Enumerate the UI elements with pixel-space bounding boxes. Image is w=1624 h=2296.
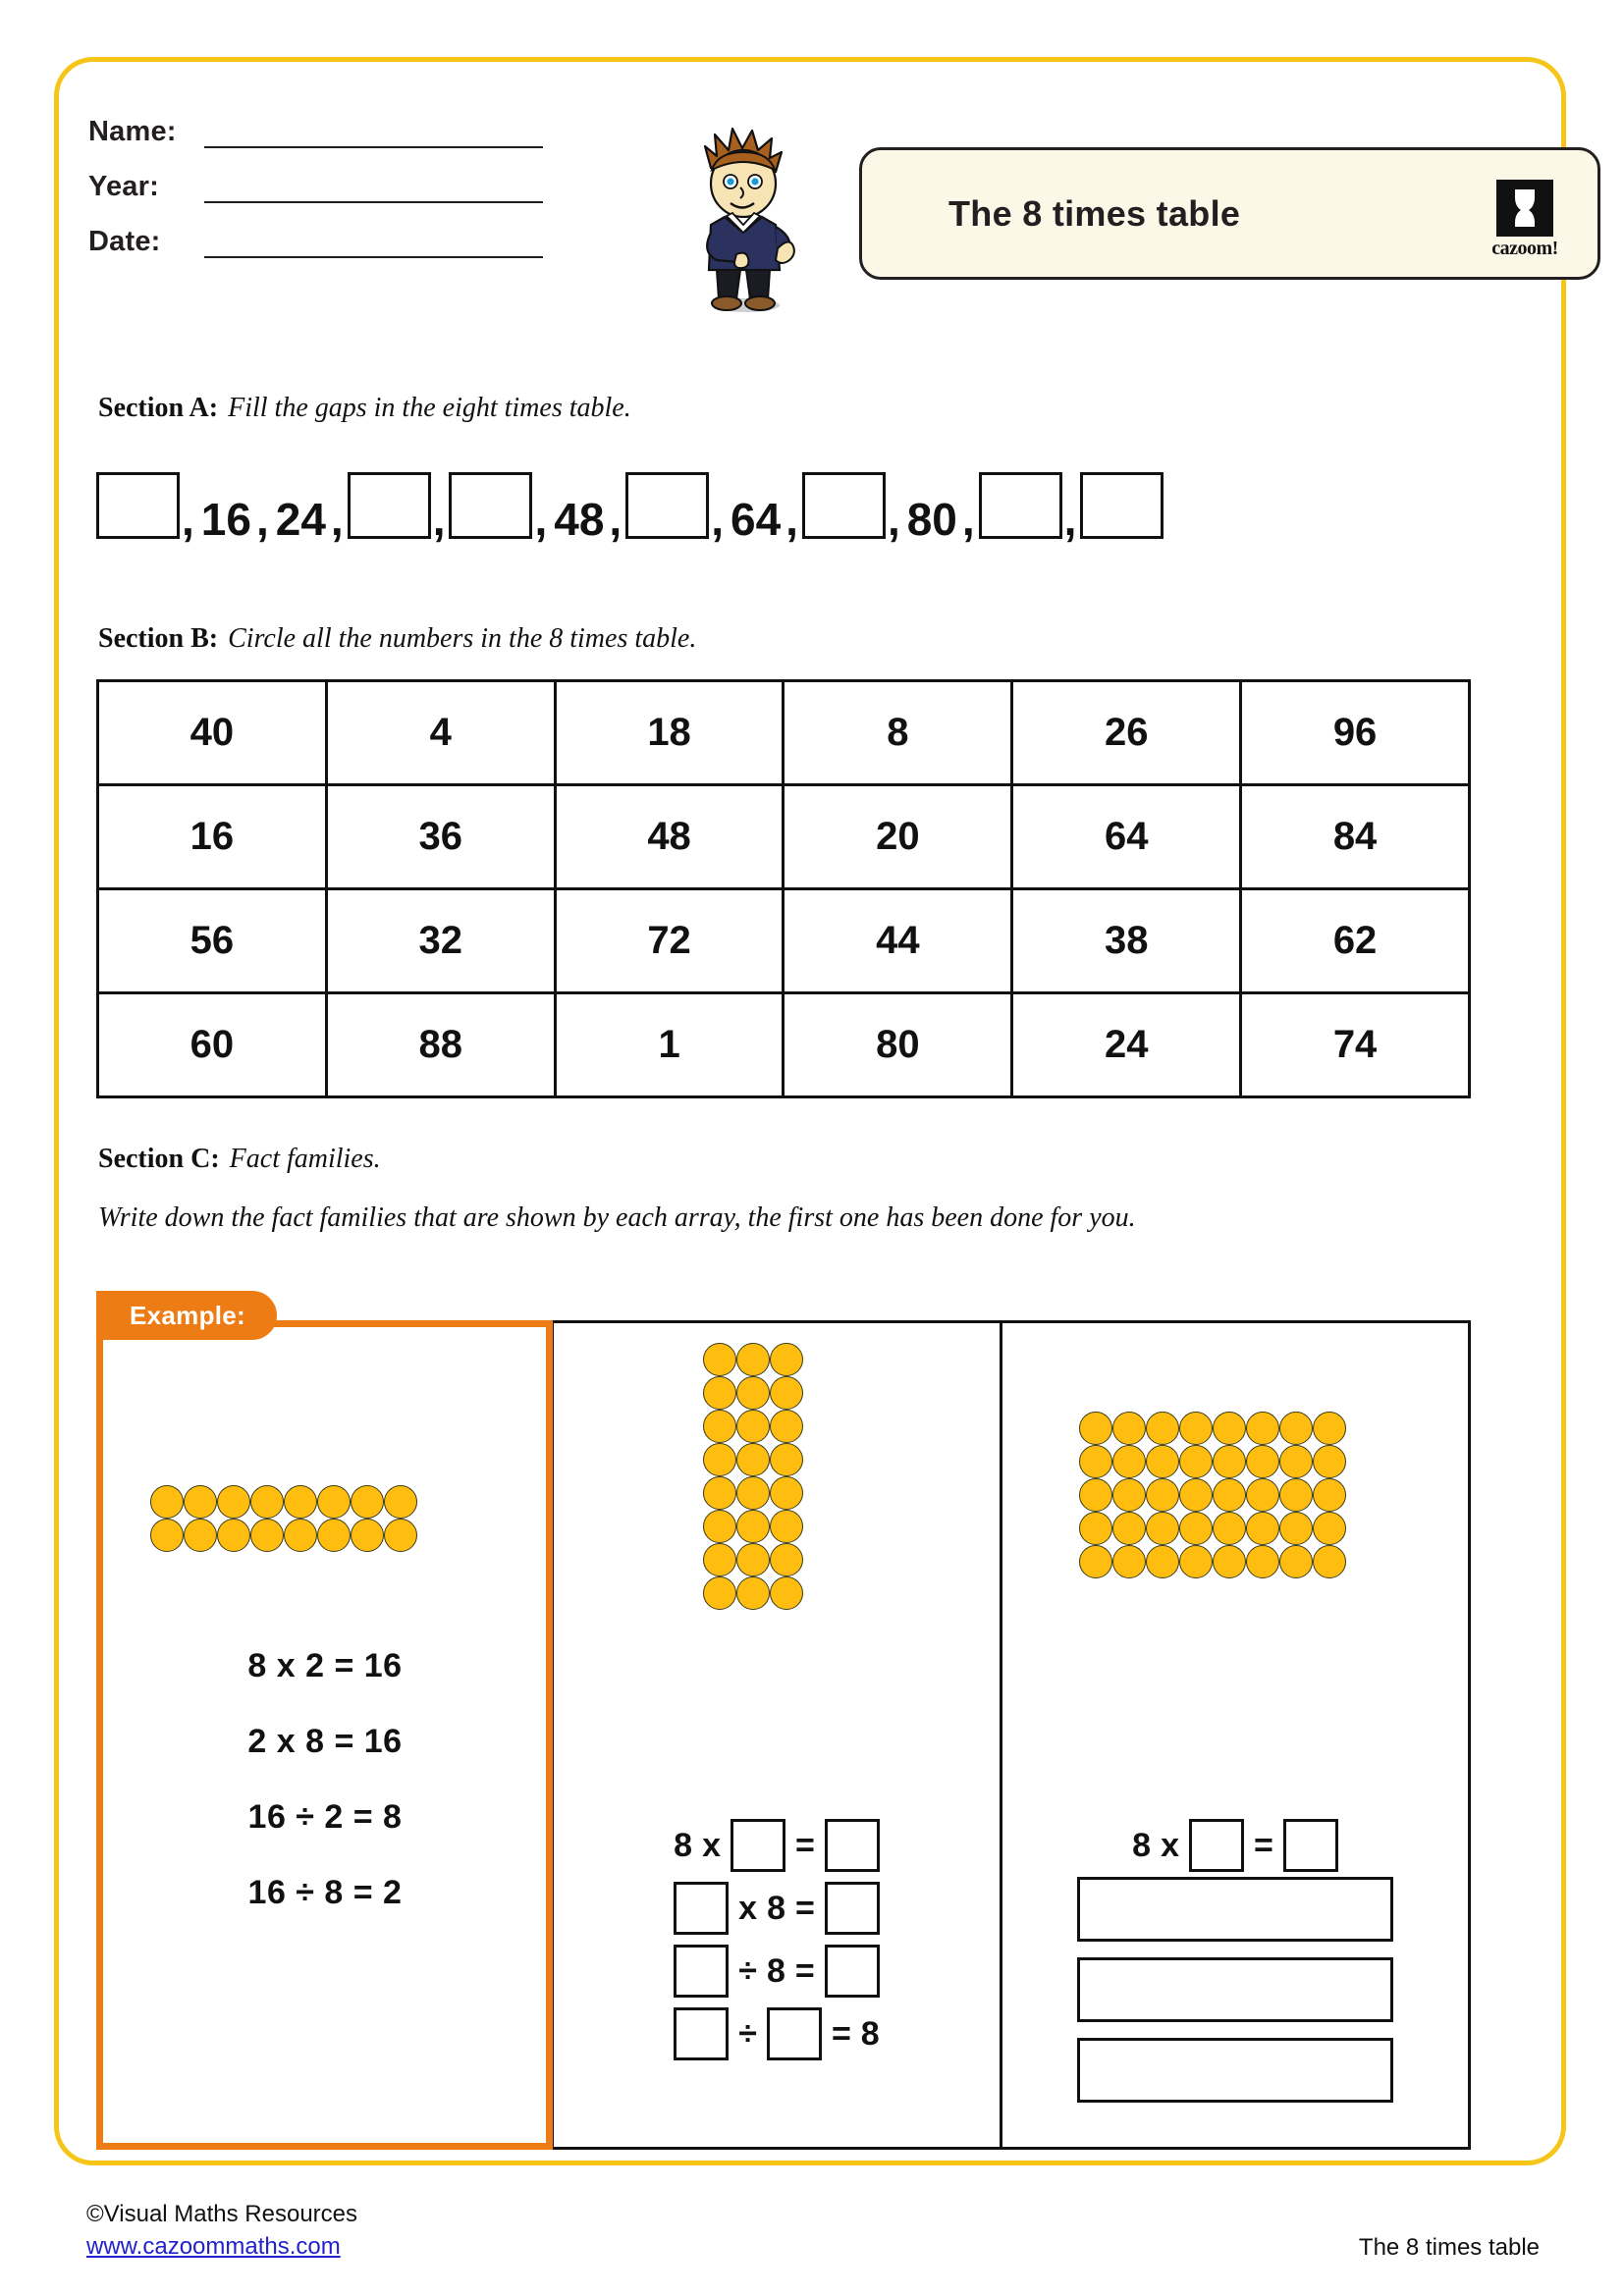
counter-dot <box>1246 1512 1279 1545</box>
counter-dot <box>770 1476 803 1510</box>
grid-cell[interactable]: 24 <box>1012 993 1241 1097</box>
equals-symbol: = <box>794 1951 815 1990</box>
counter-dot <box>703 1343 736 1376</box>
answer-box[interactable] <box>674 2007 729 2060</box>
counter-dot <box>736 1576 770 1610</box>
sequence-comma: , <box>785 494 798 545</box>
grid-cell[interactable]: 4 <box>326 681 555 785</box>
grid-cell[interactable]: 72 <box>555 889 784 993</box>
sequence-comma: , <box>1063 494 1077 545</box>
copyright-text: ©Visual Maths Resources <box>86 2201 358 2227</box>
answer-line[interactable] <box>1077 1957 1393 2022</box>
counter-dot <box>703 1410 736 1443</box>
counter-dot <box>770 1443 803 1476</box>
equation-row <box>1002 1814 1468 1877</box>
answer-box[interactable] <box>674 1882 729 1935</box>
table-row <box>98 681 1470 785</box>
grid-cell[interactable]: 62 <box>1241 889 1470 993</box>
times-symbol: x <box>738 1889 758 1927</box>
counter-dot <box>703 1443 736 1476</box>
grid-cell[interactable]: 64 <box>1012 785 1241 889</box>
example-tab <box>96 1291 277 1340</box>
grid-cell[interactable]: 36 <box>326 785 555 889</box>
equation-row <box>554 1814 1000 1877</box>
date-input-line[interactable] <box>204 227 543 258</box>
example-fact-4: 16 ÷ 8 = 2 <box>247 1874 403 1911</box>
operand-text: 8 <box>860 2014 880 2053</box>
table-row <box>98 785 1470 889</box>
sequence-comma: , <box>330 494 344 545</box>
grid-cell[interactable]: 56 <box>98 889 327 993</box>
equation-row <box>554 2002 1000 2065</box>
counter-dot <box>1213 1478 1246 1512</box>
counter-dot <box>1079 1412 1112 1445</box>
grid-cell[interactable]: 80 <box>784 993 1012 1097</box>
counter-dot <box>1213 1545 1246 1578</box>
counter-dot <box>1112 1412 1146 1445</box>
counter-array-q2 <box>1079 1412 1346 1578</box>
counter-dot <box>770 1343 803 1376</box>
counter-dot <box>1146 1445 1179 1478</box>
counter-dot <box>1279 1478 1313 1512</box>
counter-dot <box>1146 1478 1179 1512</box>
answer-line[interactable] <box>1077 2038 1393 2103</box>
counter-dot <box>1179 1545 1213 1578</box>
year-label: Year: <box>88 171 159 202</box>
counter-dot <box>703 1576 736 1610</box>
name-input-line[interactable] <box>204 117 543 148</box>
counter-dot <box>1079 1545 1112 1578</box>
answer-box[interactable] <box>449 472 532 539</box>
answer-box[interactable] <box>625 472 709 539</box>
name-field-row <box>88 93 1532 148</box>
counter-row <box>1079 1445 1346 1478</box>
worksheet-title-box <box>859 147 1600 280</box>
counter-dot <box>736 1376 770 1410</box>
counter-row <box>1079 1545 1346 1578</box>
counter-row <box>703 1543 803 1576</box>
counter-dot <box>1112 1445 1146 1478</box>
counter-dot <box>1179 1445 1213 1478</box>
sequence-comma: , <box>711 494 724 545</box>
counter-row <box>703 1576 803 1610</box>
page-footer <box>86 2201 1540 2261</box>
counter-row <box>703 1443 803 1476</box>
cazoom-mark-icon <box>1496 180 1553 237</box>
counter-dot <box>1146 1545 1179 1578</box>
counter-row <box>703 1476 803 1510</box>
sequence-value: 80 <box>906 494 957 545</box>
answer-box[interactable] <box>96 472 180 539</box>
answer-box[interactable] <box>825 1882 880 1935</box>
counter-dot <box>736 1443 770 1476</box>
section-a-sequence <box>96 461 1164 550</box>
table-row <box>98 993 1470 1097</box>
section-c-subinstruction: Write down the fact families that are shown by each array, the first one has been done for you. <box>98 1202 1136 1233</box>
counter-dot <box>1313 1412 1346 1445</box>
sequence-value: 48 <box>554 494 605 545</box>
counter-dot <box>770 1510 803 1543</box>
counter-dot <box>1146 1512 1179 1545</box>
answer-box[interactable] <box>674 1945 729 1998</box>
counter-dot <box>770 1376 803 1410</box>
answer-box[interactable] <box>348 472 431 539</box>
grid-cell[interactable]: 38 <box>1012 889 1241 993</box>
counter-dot <box>1112 1512 1146 1545</box>
equation-row <box>554 1877 1000 1940</box>
section-a-heading <box>98 393 631 424</box>
counter-dot <box>736 1476 770 1510</box>
cazoom-logo <box>1478 180 1572 260</box>
times-symbol: x <box>1161 1826 1179 1864</box>
sequence-comma: , <box>182 494 194 545</box>
equation-row <box>554 1940 1000 2002</box>
counter-dot <box>1179 1512 1213 1545</box>
counter-dot <box>703 1510 736 1543</box>
counter-dot <box>1313 1512 1346 1545</box>
counter-dot <box>1179 1478 1213 1512</box>
example-fact-3: 16 ÷ 2 = 8 <box>247 1798 403 1836</box>
worksheet-header <box>88 93 1558 290</box>
question-column-2 <box>1002 1323 1468 2147</box>
section-b-label: Section B: <box>98 623 219 654</box>
counter-dot <box>1313 1478 1346 1512</box>
counter-dot <box>1079 1512 1112 1545</box>
question-column-1 <box>551 1323 1002 2147</box>
grid-cell[interactable]: 20 <box>784 785 1012 889</box>
counter-dot <box>703 1543 736 1576</box>
divide-symbol: ÷ <box>738 1951 757 1990</box>
counter-row <box>1079 1412 1346 1445</box>
example-highlight-frame <box>96 1320 553 2150</box>
counter-dot <box>736 1343 770 1376</box>
section-c-instruction: Fact families. <box>229 1144 381 1174</box>
counter-dot <box>1313 1545 1346 1578</box>
counter-dot <box>1079 1445 1112 1478</box>
answer-box[interactable] <box>979 472 1062 539</box>
counter-row <box>1079 1512 1346 1545</box>
equals-symbol: = <box>794 1889 815 1927</box>
example-fact-1: 8 x 2 = 16 <box>247 1647 403 1684</box>
grid-cell[interactable]: 88 <box>326 993 555 1097</box>
sequence-comma: , <box>534 494 548 545</box>
counter-dot <box>1112 1478 1146 1512</box>
answer-box[interactable] <box>1189 1819 1244 1872</box>
counter-dot <box>1146 1412 1179 1445</box>
counter-dot <box>703 1476 736 1510</box>
section-c-label: Section C: <box>98 1144 220 1174</box>
grid-cell[interactable]: 8 <box>784 681 1012 785</box>
grid-cell[interactable]: 48 <box>555 785 784 889</box>
operand-text: 8 <box>674 1826 693 1864</box>
sequence-value: 64 <box>730 494 782 545</box>
sequence-comma: , <box>887 494 900 545</box>
sequence-comma: , <box>609 494 623 545</box>
section-a-instruction: Fill the gaps in the eight times table. <box>228 393 631 423</box>
sequence-comma: , <box>255 494 269 545</box>
operand-text: 8 <box>1132 1826 1152 1864</box>
counter-row <box>703 1410 803 1443</box>
section-c-heading <box>98 1144 381 1175</box>
date-label: Date: <box>88 226 161 257</box>
grid-cell[interactable]: 32 <box>326 889 555 993</box>
counter-dot <box>1246 1478 1279 1512</box>
counter-dot <box>1313 1445 1346 1478</box>
times-symbol: x <box>702 1826 721 1864</box>
sequence-comma: , <box>961 494 975 545</box>
grid-cell[interactable]: 74 <box>1241 993 1470 1097</box>
counter-dot <box>1213 1412 1246 1445</box>
table-row <box>98 889 1470 993</box>
section-b-heading <box>98 623 696 655</box>
counter-dot <box>1246 1445 1279 1478</box>
grid-cell[interactable]: 16 <box>98 785 327 889</box>
counter-dot <box>1179 1412 1213 1445</box>
counter-row <box>703 1510 803 1543</box>
number-grid <box>96 679 1471 1098</box>
grid-cell[interactable]: 1 <box>555 993 784 1097</box>
counter-dot <box>703 1376 736 1410</box>
section-b-instruction: Circle all the numbers in the 8 times table. <box>228 623 697 654</box>
answer-box[interactable] <box>731 1819 785 1872</box>
grid-cell[interactable]: 60 <box>98 993 327 1097</box>
grid-cell[interactable]: 96 <box>1241 681 1470 785</box>
answer-box[interactable] <box>1080 472 1164 539</box>
website-link[interactable]: www.cazoommaths.com <box>86 2233 341 2260</box>
counter-dot <box>770 1576 803 1610</box>
counter-array-q1 <box>703 1343 803 1610</box>
equals-symbol: = <box>1253 1826 1273 1864</box>
footer-title: The 8 times table <box>1358 2234 1540 2261</box>
answer-box[interactable] <box>1283 1819 1338 1872</box>
grid-cell[interactable]: 40 <box>98 681 327 785</box>
counter-row <box>703 1376 803 1410</box>
name-label: Name: <box>88 116 177 147</box>
counter-row <box>1079 1478 1346 1512</box>
answer-box[interactable] <box>825 1819 880 1872</box>
operand-text: 8 <box>767 1889 785 1927</box>
answer-box[interactable] <box>767 2007 822 2060</box>
grid-cell[interactable]: 26 <box>1012 681 1241 785</box>
equals-symbol: = <box>794 1826 815 1864</box>
sequence-comma: , <box>432 494 446 545</box>
answer-line[interactable] <box>1077 1877 1393 1942</box>
page-title: The 8 times table <box>948 192 1241 234</box>
section-a-label: Section A: <box>98 393 219 423</box>
answer-box[interactable] <box>802 472 886 539</box>
year-input-line[interactable] <box>204 172 543 203</box>
student-mascot-icon <box>685 123 803 314</box>
counter-dot <box>1112 1545 1146 1578</box>
divide-symbol: ÷ <box>738 2014 757 2053</box>
answer-box[interactable] <box>825 1945 880 1998</box>
example-fact-2: 2 x 8 = 16 <box>247 1723 403 1760</box>
counter-dot <box>736 1543 770 1576</box>
counter-dot <box>1246 1545 1279 1578</box>
counter-dot <box>1279 1412 1313 1445</box>
grid-cell[interactable]: 44 <box>784 889 1012 993</box>
counter-dot <box>1213 1445 1246 1478</box>
counter-dot <box>736 1410 770 1443</box>
counter-dot <box>1279 1445 1313 1478</box>
sequence-value: 16 <box>200 494 251 545</box>
counter-dot <box>736 1510 770 1543</box>
grid-cell[interactable]: 84 <box>1241 785 1470 889</box>
example-tab-label: Example: <box>130 1300 246 1330</box>
equals-symbol: = <box>831 2014 851 2053</box>
counter-dot <box>1246 1412 1279 1445</box>
counter-dot <box>770 1543 803 1576</box>
cazoom-wordmark: cazoom! <box>1491 238 1558 259</box>
counter-dot <box>770 1410 803 1443</box>
counter-dot <box>1279 1512 1313 1545</box>
operand-text: 8 <box>766 1951 785 1990</box>
grid-cell[interactable]: 18 <box>555 681 784 785</box>
counter-dot <box>1213 1512 1246 1545</box>
counter-dot <box>1279 1545 1313 1578</box>
counter-row <box>703 1343 803 1376</box>
sequence-value: 24 <box>275 494 326 545</box>
counter-dot <box>1079 1478 1112 1512</box>
